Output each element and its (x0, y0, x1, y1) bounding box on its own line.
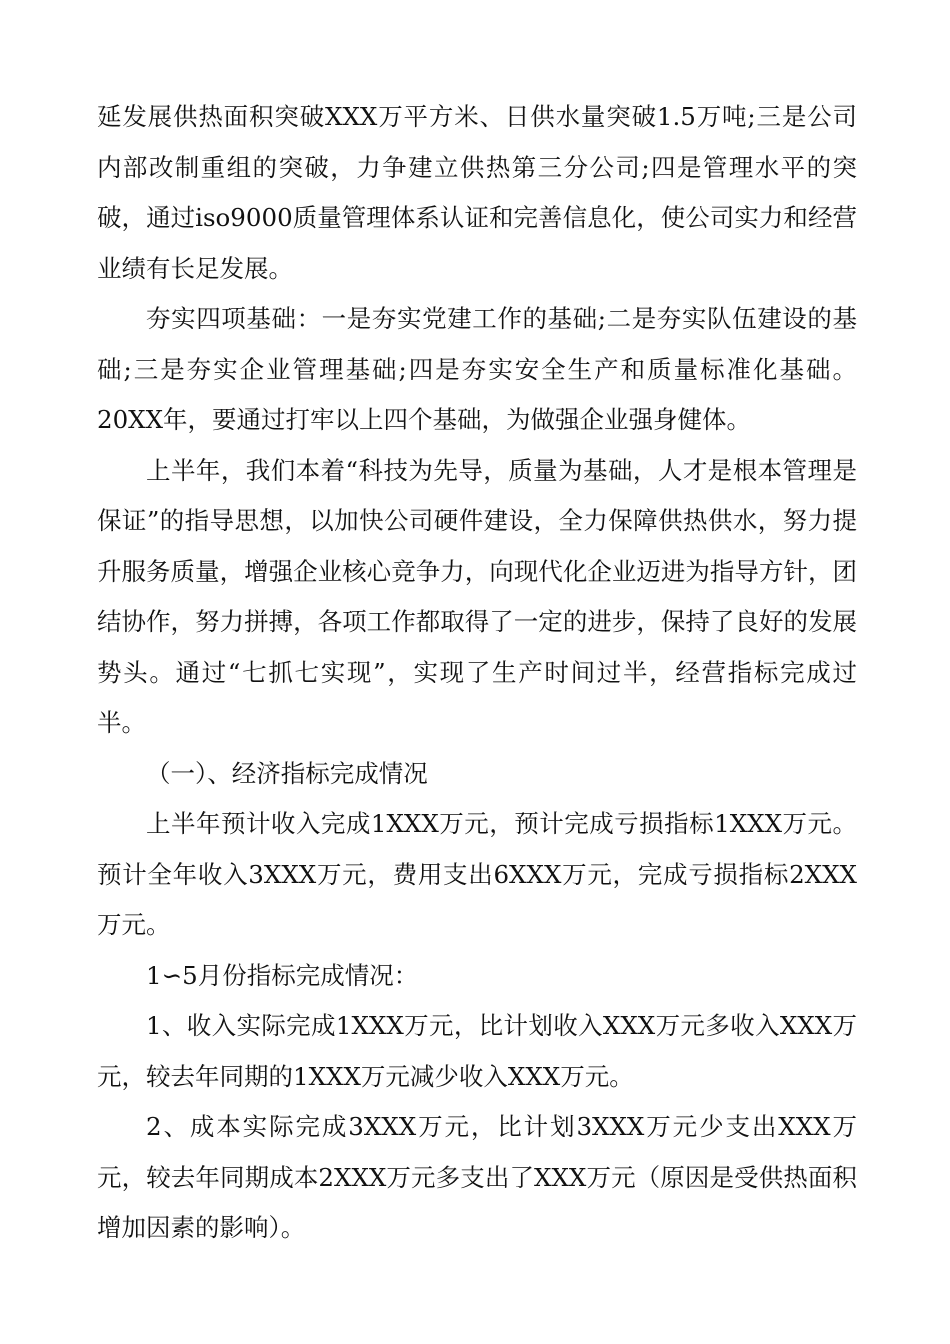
document-page (97, 92, 857, 1254)
subheading-jan-may-indicators: 1∽5月份指标完成情况： (146, 960, 419, 990)
paragraph-four-foundations: 夯实四项基础：一是夯实党建工作的基础;二是夯实队伍建设的基础;三是夯实企业管理基础;四是夯实安全生产和质量标准化基础。20XX年，要通过打牢以上四个基础，为做强企业强身健体。 (97, 304, 857, 434)
paragraph-continuation: 延发展供热面积突破XXX万平方米、日供水量突破1.5万吨;三是公司内部改制重组的突破，力争建立供热第三分公司;四是管理水平的突破，通过iso9000质量管理体系认证和完善信息化，使公司实力和经营业绩有长足发展。 (97, 102, 857, 283)
list-item-cost: 2、成本实际完成3XXX万元，比计划3XXX万元少支出XXX万元，较去年同期成本2XXX万元多支出了XXX万元（原因是受供热面积增加因素的影响）。 (97, 1112, 857, 1242)
paragraph-first-half-summary: 上半年，我们本着“科技为先导，质量为基础，人才是根本管理是保证”的指导思想，以加快公司硬件建设，全力保障供热供水，努力提升服务质量，增强企业核心竞争力，向现代化企业迈进为指导方针，团结协作，努力拼搏，各项工作都取得了一定的进步，保持了良好的发展势头。通过“七抓七实现”，实现了生产时间过半，经营指标完成过半。 (97, 455, 857, 737)
paragraph-income-forecast: 上半年预计收入完成1XXX万元，预计完成亏损指标1XXX万元。预计全年收入3XXX万元，费用支出6XXX万元，完成亏损指标2XXX万元。 (97, 809, 857, 939)
section-heading-economic-indicators: （一）、经济指标完成情况 (146, 758, 428, 788)
list-item-income: 1、收入实际完成1XXX万元，比计划收入XXX万元多收入XXX万元，较去年同期的1XXX万元减少收入XXX万元。 (97, 1011, 857, 1091)
